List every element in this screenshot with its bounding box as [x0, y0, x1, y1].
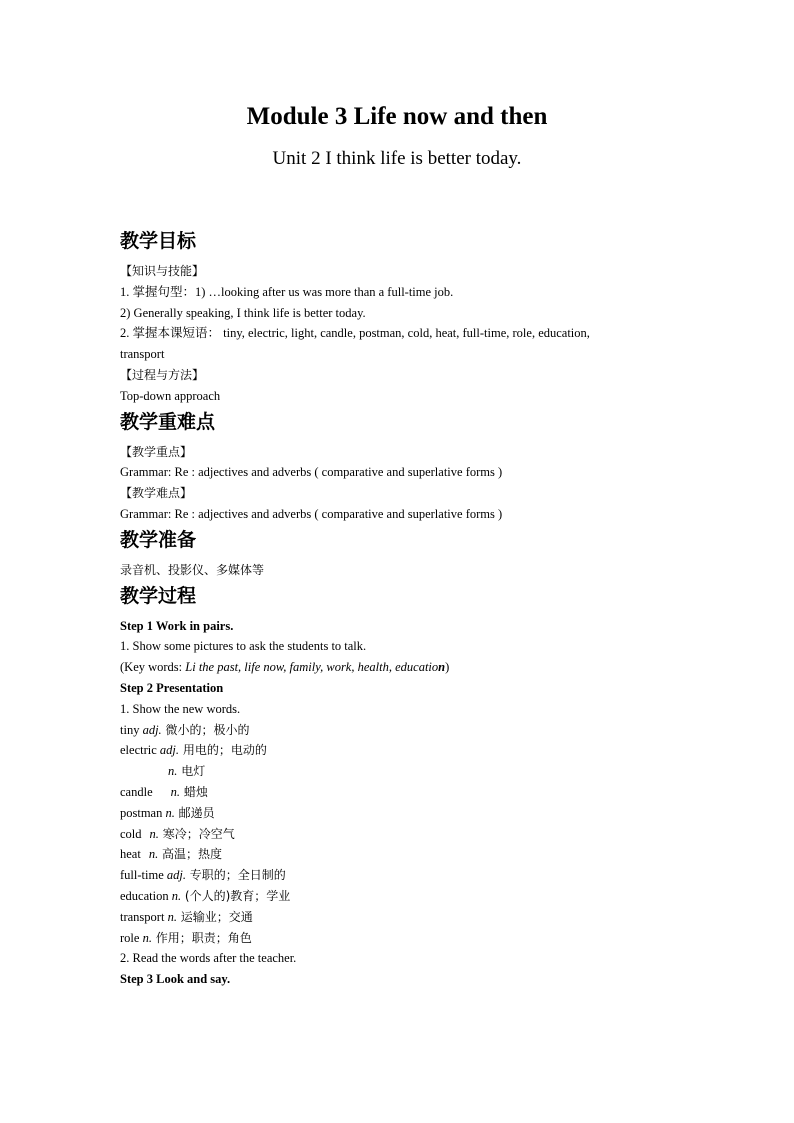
heading-objectives: 教学目标 — [120, 230, 197, 252]
vocab-item: electric adj. 用电的；电动的 — [120, 743, 267, 758]
preparation-text: 录音机、投影仪、多媒体等 — [120, 562, 265, 577]
keywords-list: Li the past, life now, family, work, health, educatio — [185, 660, 439, 675]
difficulty-text: Grammar: Re : adjectives and adverbs ( comparative and superlative forms ) — [120, 506, 503, 521]
vocab-item: cold n. 寒冷；冷空气 — [120, 826, 235, 841]
step3-title: Step 3 Look and say. — [120, 972, 231, 987]
vocab-item: education n. (个人的)教育；学业 — [120, 888, 291, 903]
step2-title: Step 2 Presentation — [120, 680, 224, 695]
label-difficulty: 【教学难点】 — [120, 486, 193, 501]
vocab-item: transport n. 运输业；交通 — [120, 909, 253, 924]
vocab-item: full-time adj. 专职的；全日制的 — [120, 868, 286, 883]
vocab-item: n. 电灯 — [168, 764, 206, 779]
page-subtitle: Unit 2 I think life is better today. — [272, 148, 522, 169]
heading-key-points: 教学重难点 — [120, 410, 216, 433]
objective-line-2: 2) Generally speaking, I think life is better today. — [120, 305, 366, 320]
heading-process: 教学过程 — [120, 584, 197, 607]
label-focus: 【教学重点】 — [120, 444, 193, 459]
vocab-item: role n. 作用；职责；角色 — [120, 930, 252, 945]
objective-line-3a: 2. 掌握本课短语： tiny, electric, light, candle, postman, cold, heat, full-time, role, education, — [120, 326, 590, 341]
heading-preparation: 教学准备 — [120, 528, 197, 551]
process-method-text: Top-down approach — [120, 388, 221, 403]
focus-text: Grammar: Re : adjectives and adverbs ( comparative and superlative forms ) — [120, 465, 503, 480]
vocab-item: tiny adj. 微小的；极小的 — [120, 722, 250, 737]
vocab-item: candle n. 蜡烛 — [120, 784, 208, 799]
label-process-method: 【过程与方法】 — [120, 367, 205, 382]
step1-line-1: 1. Show some pictures to ask the students to talk. — [120, 639, 367, 654]
document-body — [120, 226, 680, 990]
keywords-suffix: ) — [445, 660, 450, 675]
step1-title: Step 1 Work in pairs. — [120, 618, 234, 633]
step1-keywords — [120, 657, 680, 678]
vocab-item: postman n. 邮递员 — [120, 805, 215, 820]
keywords-prefix: (Key words: — [120, 660, 186, 675]
step2-line-1: 1. Show the new words. — [120, 701, 241, 716]
page-title: Module 3 Life now and then — [246, 103, 548, 130]
keywords-last-letter: n — [438, 660, 446, 675]
vocab-item: heat n. 高温；热度 — [120, 847, 223, 862]
step2-line-2: 2. Read the words after the teacher. — [120, 951, 297, 966]
label-knowledge: 【知识与技能】 — [120, 264, 205, 278]
objective-line-1: 1. 掌握句型：1) …looking after us was more than a full-time job. — [120, 284, 454, 299]
objective-line-3b: transport — [120, 347, 165, 362]
